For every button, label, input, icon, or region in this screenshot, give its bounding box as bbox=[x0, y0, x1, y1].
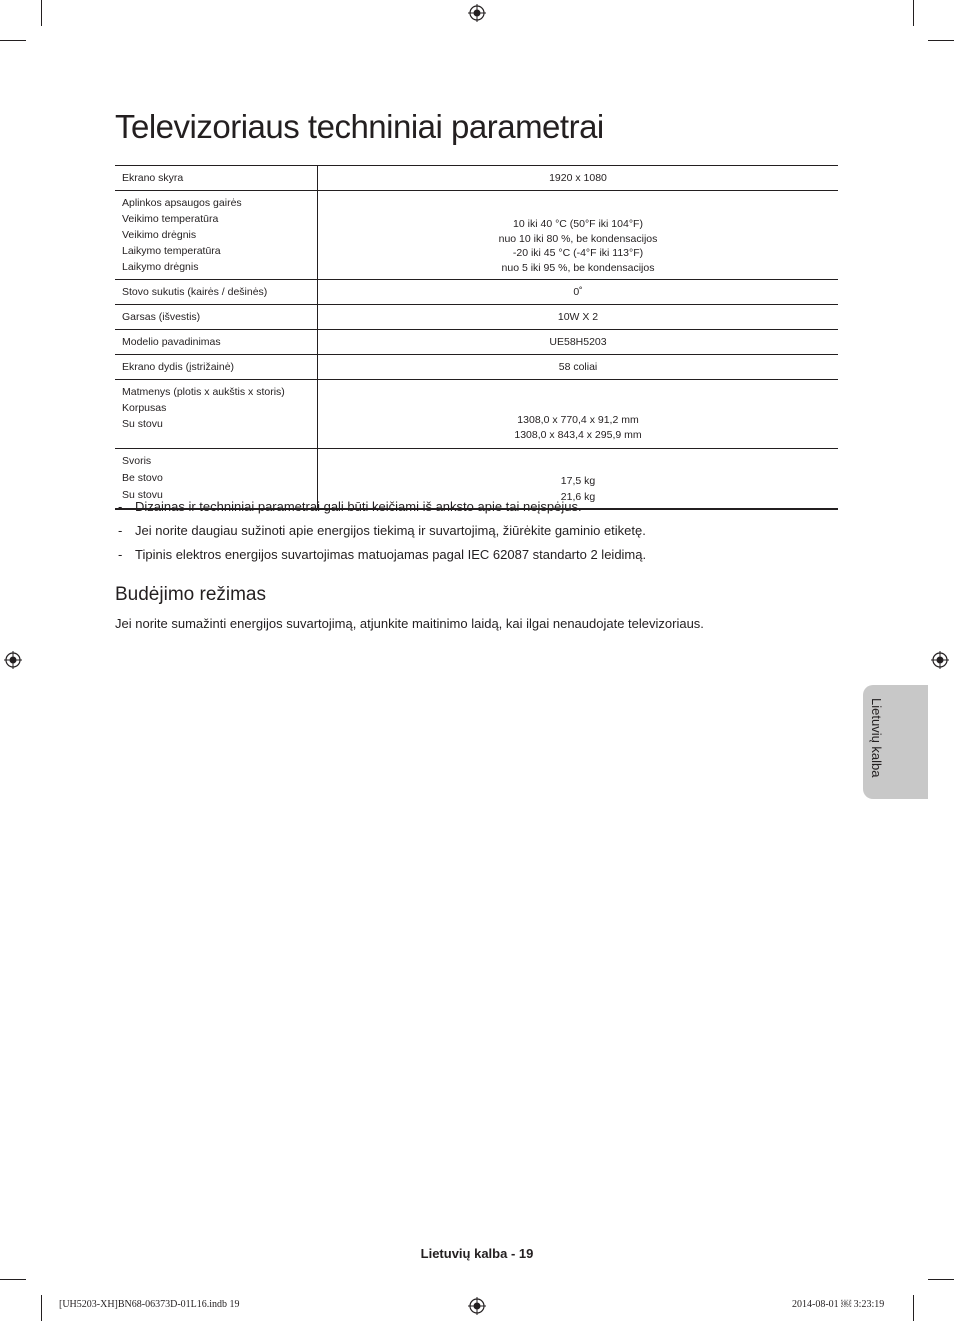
spec-value: 58 coliai bbox=[318, 355, 839, 380]
spec-label: Veikimo temperatūra bbox=[122, 213, 219, 225]
spec-label-group bbox=[115, 191, 318, 280]
spec-label: Veikimo drėgnis bbox=[122, 229, 197, 241]
spec-value: 17,5 kg bbox=[560, 475, 596, 487]
spec-value-group bbox=[318, 191, 839, 280]
registration-mark-icon bbox=[468, 1297, 486, 1315]
spec-label: Su stovu bbox=[122, 489, 163, 501]
crop-mark bbox=[0, 40, 26, 41]
spec-label: Laikymo temperatūra bbox=[122, 245, 221, 257]
registration-mark-icon bbox=[931, 651, 949, 669]
list-item bbox=[115, 522, 646, 546]
spec-value: UE58H5203 bbox=[318, 330, 839, 355]
spec-label: Matmenys (plotis x aukštis x storis) bbox=[122, 386, 285, 398]
list-item bbox=[115, 498, 646, 522]
spec-label: Ekrano dydis (įstrižainė) bbox=[115, 355, 318, 380]
spec-label: Korpusas bbox=[122, 402, 167, 414]
spec-label-group bbox=[115, 380, 318, 449]
spec-value: 10 iki 40 °C (50°F iki 104°F) bbox=[513, 218, 643, 230]
table-row bbox=[115, 330, 838, 355]
note-text: Dizainas ir techniniai parametrai gali būti keičiami iš anksto apie tai neįspėjus. bbox=[135, 499, 582, 514]
page-title: Televizoriaus techniniai parametrai bbox=[115, 108, 604, 145]
spec-value-group bbox=[318, 380, 839, 449]
spec-value: nuo 5 iki 95 %, be kondensacijos bbox=[501, 261, 655, 274]
spec-value: nuo 10 iki 80 %, be kondensacijos bbox=[498, 232, 658, 245]
table-row bbox=[115, 380, 838, 449]
spec-value: 1920 x 1080 bbox=[318, 166, 839, 191]
spec-label: Laikymo drėgnis bbox=[122, 261, 199, 273]
registration-mark-icon bbox=[4, 651, 22, 669]
table-row bbox=[115, 280, 838, 305]
spec-value: 0˚ bbox=[318, 280, 839, 305]
table-row bbox=[115, 191, 838, 280]
spacer bbox=[122, 432, 310, 444]
spec-value: 21,6 kg bbox=[560, 491, 596, 503]
crop-mark bbox=[41, 0, 42, 26]
spec-value: -20 iki 45 °C (-4°F iki 113°F) bbox=[512, 247, 644, 259]
spec-label: Svoris bbox=[122, 455, 152, 467]
specifications-table bbox=[115, 165, 838, 510]
crop-mark bbox=[928, 1279, 954, 1280]
spec-label: Ekrano skyra bbox=[115, 166, 318, 191]
spec-label: Modelio pavadinimas bbox=[115, 330, 318, 355]
bullet-dash: - bbox=[118, 547, 123, 562]
note-text: Jei norite daugiau sužinoti apie energijos tiekimą ir suvartojimą, žiūrėkite gaminio etiketę. bbox=[135, 523, 646, 538]
spec-value: 1308,0 x 770,4 x 91,2 mm bbox=[517, 414, 639, 426]
spec-value: 10W X 2 bbox=[318, 305, 839, 330]
spec-label: Stovo sukutis (kairės / dešinės) bbox=[115, 280, 318, 305]
spec-label: Su stovu bbox=[122, 418, 163, 430]
crop-mark bbox=[928, 40, 954, 41]
table-row bbox=[115, 305, 838, 330]
crop-mark bbox=[913, 1295, 914, 1321]
spec-label: Aplinkos apsaugos gairės bbox=[122, 197, 242, 209]
language-side-tab-label: Lietuvių kalba bbox=[869, 698, 884, 778]
notes-list bbox=[115, 498, 646, 570]
spec-label: Garsas (išvestis) bbox=[115, 305, 318, 330]
table-row bbox=[115, 166, 838, 191]
bullet-dash: - bbox=[118, 499, 123, 514]
crop-mark bbox=[0, 1279, 26, 1280]
list-item bbox=[115, 546, 646, 570]
section-heading: Budėjimo režimas bbox=[115, 584, 266, 605]
spec-label: Be stovo bbox=[122, 472, 163, 484]
page-footer: Lietuvių kalba - 19 bbox=[420, 1246, 534, 1261]
note-text: Tipinis elektros energijos suvartojimas matuojamas pagal IEC 62087 standarto 2 leidimą. bbox=[135, 547, 647, 562]
section-text: Jei norite sumažinti energijos suvartojimą, atjunkite maitinimo laidą, kai ilgai nenaudojate televizoriaus. bbox=[115, 616, 704, 631]
print-slug-left: [UH5203-XH]BN68-06373D-01L16.indb 19 bbox=[59, 1299, 240, 1310]
spec-value: 1308,0 x 843,4 x 295,9 mm bbox=[514, 428, 642, 441]
crop-mark bbox=[41, 1295, 42, 1321]
print-slug-right: 2014-08-01 ￼ 3:23:19 bbox=[792, 1299, 885, 1310]
crop-mark bbox=[913, 0, 914, 26]
bullet-dash: - bbox=[118, 523, 123, 538]
registration-mark-icon bbox=[468, 4, 486, 22]
table-row bbox=[115, 355, 838, 380]
